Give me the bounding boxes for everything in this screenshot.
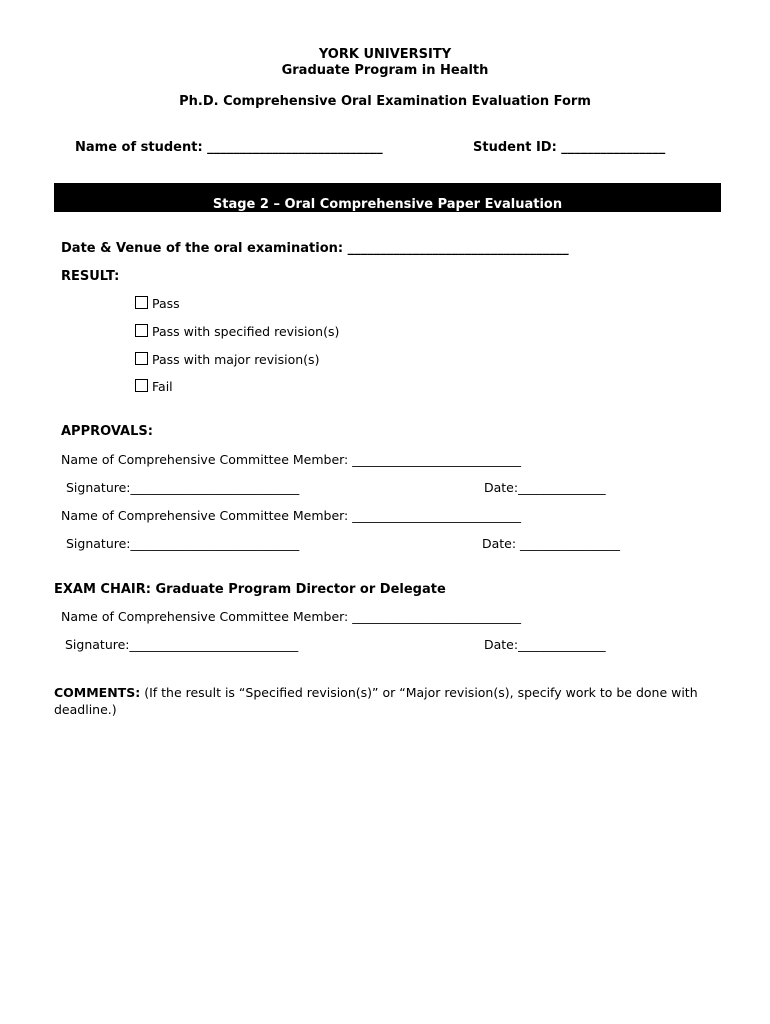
program-name: Graduate Program in Health: [281, 63, 489, 78]
comments-section[interactable]: [54, 684, 719, 718]
pass-major-revision-checkbox[interactable]: [135, 352, 148, 365]
date-1-field[interactable]: Date:______________: [484, 480, 606, 495]
pass-specified-revision-checkbox[interactable]: [135, 324, 148, 337]
student-id-field[interactable]: Student ID: ________________: [473, 140, 666, 155]
date-2-field[interactable]: Date: ________________: [482, 536, 621, 551]
comments-label: COMMENTS:: [54, 685, 141, 700]
exam-chair-member-field[interactable]: Name of Comprehensive Committee Member: ___________________________: [61, 609, 521, 624]
stage-banner: [54, 183, 721, 213]
exam-chair-date-field[interactable]: Date:______________: [484, 637, 606, 652]
stage-banner-label: Stage 2 – Oral Comprehensive Paper Evaluation: [212, 197, 563, 212]
fail-label: Fail: [152, 379, 173, 394]
date-venue-field[interactable]: Date & Venue of the oral examination: __________________________________: [61, 241, 569, 256]
pass-checkbox[interactable]: [135, 296, 148, 309]
exam-chair-signature-field[interactable]: Signature:___________________________: [65, 637, 299, 652]
result-heading: RESULT:: [61, 269, 120, 284]
approvals-heading: APPROVALS:: [61, 424, 153, 439]
comments-instructions: (If the result is “Specified revision(s)” or “Major revision(s), specify work to be done with deadline.): [54, 685, 698, 717]
banner-divider: [54, 212, 721, 213]
pass-label: Pass: [152, 296, 180, 311]
pass-specified-revision-label: Pass with specified revision(s): [152, 324, 340, 339]
signature-1-field[interactable]: Signature:___________________________: [66, 480, 300, 495]
committee-member-2-field[interactable]: Name of Comprehensive Committee Member: ___________________________: [61, 508, 521, 523]
exam-chair-heading: EXAM CHAIR: Graduate Program Director or Delegate: [54, 582, 446, 597]
student-name-field[interactable]: Name of student: ___________________________: [75, 140, 383, 155]
university-name: YORK UNIVERSITY: [318, 47, 452, 62]
form-title: Ph.D. Comprehensive Oral Examination Evaluation Form: [179, 94, 591, 109]
committee-member-1-field[interactable]: Name of Comprehensive Committee Member: ___________________________: [61, 452, 521, 467]
pass-major-revision-label: Pass with major revision(s): [152, 352, 320, 367]
signature-2-field[interactable]: Signature:___________________________: [66, 536, 300, 551]
fail-checkbox[interactable]: [135, 379, 148, 392]
